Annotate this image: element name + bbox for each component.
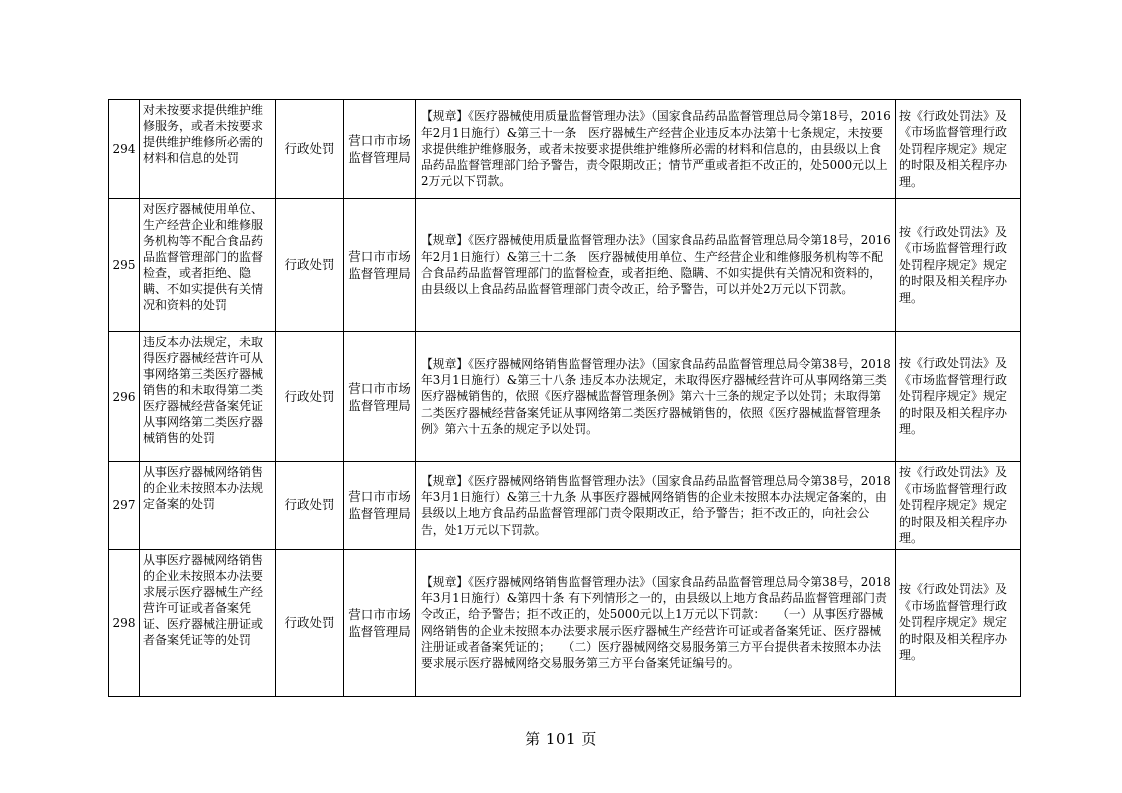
department: 营口市市场监督管理局 xyxy=(344,549,416,696)
penalty-table xyxy=(108,99,1021,697)
procedure: 按《行政处罚法》及《市场监督管理行政处罚程序规定》规定的时限及相关程序办理。 xyxy=(896,549,1021,696)
table-row xyxy=(109,332,1021,462)
table-row xyxy=(109,100,1021,199)
department: 营口市市场监督管理局 xyxy=(344,332,416,462)
legal-basis: 【规章】《医疗器械使用质量监督管理办法》（国家食品药品监督管理总局令第18号，2016年2月1日施行）&第三十二条 医疗器械使用单位、生产经营企业和维修服务机构等不配合食品药品监督管理部门的监督检查，或者拒绝、隐瞒、不如实提供有关情况和资料的，由县级以上食品药品监督管理部门责令改正，给予警告，可以并处2万元以下罚款。 xyxy=(416,199,896,332)
item-name: 对医疗器械使用单位、生产经营企业和维修服务机构等不配合食品药品监督管理部门的监督检查，或者拒绝、隐瞒、不如实提供有关情况和资料的处罚 xyxy=(140,199,276,332)
item-name: 对未按要求提供维护维修服务，或者未按要求提供维护维修所必需的材料和信息的处罚 xyxy=(140,100,276,199)
page-number: 101 xyxy=(545,730,577,748)
legal-basis: 【规章】《医疗器械网络销售监督管理办法》（国家食品药品监督管理总局令第38号，2018年3月1日施行）&第四十条 有下列情形之一的，由县级以上地方食品药品监督管理部门责令改正，给予警告；拒不改正的，处5000元以上1万元以下罚款： （一）从事医疗器械网络销售的企业未按照本办法要求展示医疗器械生产经营许可证或者备案凭证、医疗器械注册证或者备案凭证的； （二）医疗器械网络交易服务第三方平台提供者未按照本办法要求展示医疗器械网络交易服务第三方平台备案凭证编号的。 xyxy=(416,549,896,696)
power-type: 行政处罚 xyxy=(276,199,344,332)
power-type: 行政处罚 xyxy=(276,549,344,696)
legal-basis: 【规章】《医疗器械网络销售监督管理办法》（国家食品药品监督管理总局令第38号，2018年3月1日施行）&第三十八条 违反本办法规定，未取得医疗器械经营许可从事网络第三类医疗器械销售的，依照《医疗器械监督管理条例》第六十三条的规定予以处罚；未取得第二类医疗器械经营备案凭证从事网络第二类医疗器械销售的，依照《医疗器械监督管理条例》第六十五条的规定予以处罚。 xyxy=(416,332,896,462)
procedure: 按《行政处罚法》及《市场监督管理行政处罚程序规定》规定的时限及相关程序办理。 xyxy=(896,332,1021,462)
item-name: 从事医疗器械网络销售的企业未按照本办法规定备案的处罚 xyxy=(140,462,276,550)
power-type: 行政处罚 xyxy=(276,100,344,199)
table-row xyxy=(109,549,1021,696)
page-suffix: 页 xyxy=(581,730,597,748)
item-name: 从事医疗器械网络销售的企业未按照本办法要求展示医疗器械生产经营许可证或者备案凭证、医疗器械注册证或者备案凭证等的处罚 xyxy=(140,549,276,696)
item-name: 违反本办法规定，未取得医疗器械经营许可从事网络第三类医疗器械销售的和未取得第二类医疗器械经营备案凭证从事网络第二类医疗器械销售的处罚 xyxy=(140,332,276,462)
procedure: 按《行政处罚法》及《市场监督管理行政处罚程序规定》规定的时限及相关程序办理。 xyxy=(896,199,1021,332)
table-row xyxy=(109,462,1021,550)
row-number: 297 xyxy=(109,462,140,550)
row-number: 295 xyxy=(109,199,140,332)
page-footer xyxy=(0,728,1122,749)
department: 营口市市场监督管理局 xyxy=(344,199,416,332)
table-row xyxy=(109,199,1021,332)
procedure: 按《行政处罚法》及《市场监督管理行政处罚程序规定》规定的时限及相关程序办理。 xyxy=(896,462,1021,550)
department: 营口市市场监督管理局 xyxy=(344,100,416,199)
row-number: 294 xyxy=(109,100,140,199)
power-type: 行政处罚 xyxy=(276,332,344,462)
procedure: 按《行政处罚法》及《市场监督管理行政处罚程序规定》规定的时限及相关程序办理。 xyxy=(896,100,1021,199)
department: 营口市市场监督管理局 xyxy=(344,462,416,550)
legal-basis: 【规章】《医疗器械使用质量监督管理办法》（国家食品药品监督管理总局令第18号，2016年2月1日施行）&第三十一条 医疗器械生产经营企业违反本办法第十七条规定，未按要求提供维护维修服务，或者未按要求提供维护维修所必需的材料和信息的，由县级以上食品药品监督管理部门给予警告，责令限期改正；情节严重或者拒不改正的，处5000元以上2万元以下罚款。 xyxy=(416,100,896,199)
power-type: 行政处罚 xyxy=(276,462,344,550)
page-prefix: 第 xyxy=(525,730,541,748)
row-number: 296 xyxy=(109,332,140,462)
legal-basis: 【规章】《医疗器械网络销售监督管理办法》（国家食品药品监督管理总局令第38号，2018年3月1日施行）&第三十九条 从事医疗器械网络销售的企业未按照本办法规定备案的，由县级以上地方食品药品监督管理部门责令限期改正，给予警告；拒不改正的，向社会公告，处1万元以下罚款。 xyxy=(416,462,896,550)
row-number: 298 xyxy=(109,549,140,696)
